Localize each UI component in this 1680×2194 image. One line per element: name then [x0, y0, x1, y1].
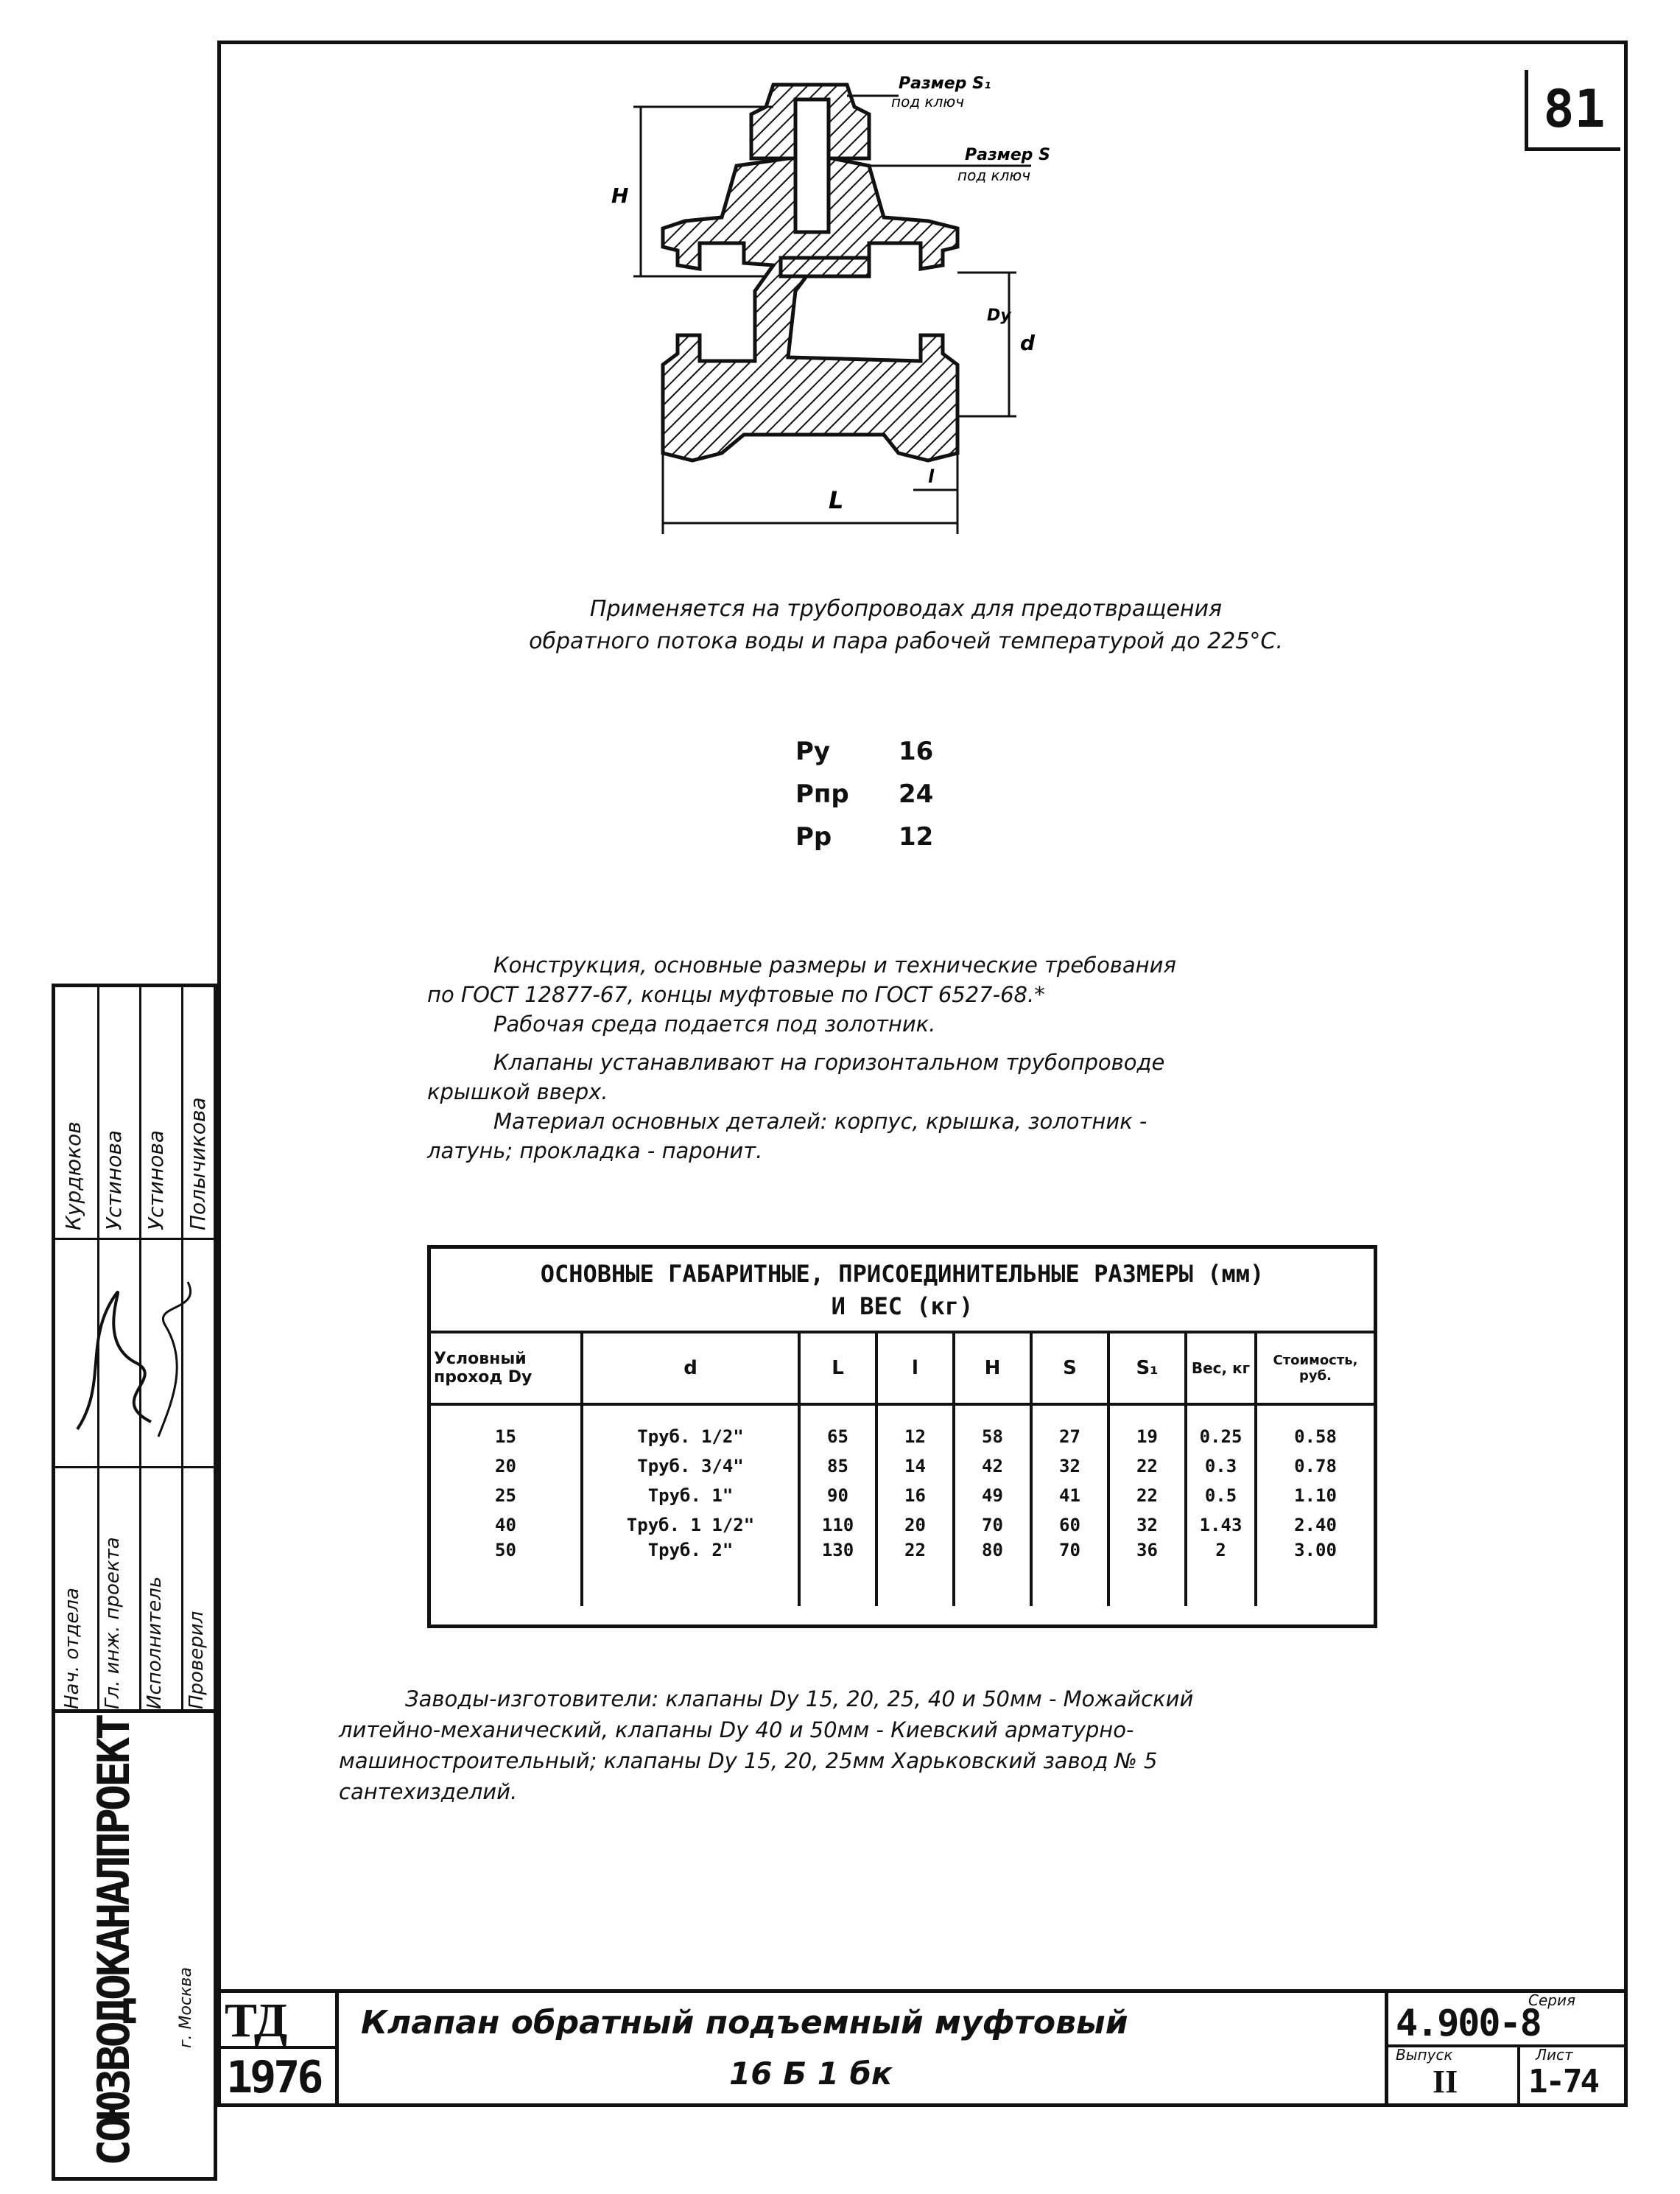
doc-code: ТД [225, 1994, 288, 2047]
table-header: Вес, кг [1186, 1333, 1256, 1404]
svg-text:под ключ: под ключ [891, 93, 965, 111]
svg-text:Размер S₁: Размер S₁ [899, 74, 991, 93]
role-label: Нач. отдела [61, 1588, 83, 1709]
table-title: ОСНОВНЫЕ ГАБАРИТНЫЕ, ПРИСОЕДИНИТЕЛЬНЫЕ РАЗМЕРЫ (мм) И ВЕС (кг) [431, 1249, 1374, 1333]
dim-h-label: H [611, 183, 629, 208]
dimensions-table [427, 1245, 1377, 1628]
param-row: Pу 16 [795, 737, 934, 766]
table-row: 15 Труб. 1/2" 65 12 58 27 19 0.25 0.58 [431, 1404, 1374, 1451]
table-header: L [799, 1333, 876, 1404]
svg-text:Размер S: Размер S [965, 146, 1050, 164]
organization-name: СОЮЗВОДОКАНАЛПРОЕКТ [88, 1716, 140, 2166]
series-value: 4.900-8 [1396, 2002, 1541, 2044]
role-label: Исполнитель [144, 1576, 166, 1709]
role-label: Гл. инж. проекта [102, 1537, 124, 1709]
pressure-params [795, 737, 933, 865]
issue-label: Выпуск [1396, 2046, 1453, 2064]
svg-text:d: d [1020, 331, 1036, 355]
role-label: Проверил [186, 1611, 208, 1709]
table-header: Условный проход Dу [431, 1333, 582, 1404]
param-row: Pр 12 [795, 822, 934, 852]
signatures [63, 1252, 210, 1451]
name-label: Устинова [144, 1129, 168, 1230]
table-row: 25 Труб. 1" 90 16 49 41 22 0.5 1.10 [431, 1481, 1374, 1510]
table-header-row [431, 1333, 1374, 1404]
approval-strip [52, 984, 217, 2181]
doc-year: 1976 [226, 2052, 321, 2103]
table-row: 40 Труб. 1 1/2" 110 20 70 60 32 1.43 2.40 [431, 1510, 1374, 1540]
param-row: Pпр 24 [795, 779, 934, 809]
svg-text:под ключ: под ключ [957, 167, 1031, 184]
svg-text:l: l [928, 466, 935, 487]
name-label: Полычикова [186, 1097, 210, 1230]
svg-text:Dу: Dу [987, 306, 1011, 325]
table-row: 20 Труб. 3/4" 85 14 42 32 22 0.3 0.78 [431, 1451, 1374, 1481]
document-subtitle: 16 Б 1 бк [729, 2055, 893, 2092]
table-header: S₁ [1108, 1333, 1186, 1404]
svg-text:L: L [829, 486, 844, 514]
purpose-text: Применяется на трубопроводах для предотвращения обратного потока воды и пара рабочей температурой до 225°С. [529, 596, 1283, 654]
series-label: Серия [1528, 1991, 1575, 2009]
table-header: Стоимость, руб. [1256, 1333, 1374, 1404]
sheet-number: 81 [1525, 70, 1620, 151]
title-block [217, 1989, 1628, 2107]
specification-text: Конструкция, основные размеры и технические требования по ГОСТ 12877-67, концы муфтовые по ГОСТ 6527-68.* Рабочая среда подается под золотник. Клапаны устанавливают на горизонтальном трубопроводе крышкой вверх. Материал основных деталей: корпус, крышка, золотник - латунь; прокладка - паронит. [427, 953, 1176, 1163]
manufacturers-text: Заводы-изготовители: клапаны Dу 15, 20, 25, 40 и 50мм - Можайский литейно-механический, клапаны Dу 40 и 50мм - Киевский арматурно- машиностроительный; клапаны Dу 15, 20, 25мм Харьковский завод № 5 сантехизделий. [339, 1686, 1194, 1804]
document-title: Клапан обратный подъемный муфтовый [361, 2004, 1128, 2041]
name-label: Курдюков [61, 1121, 85, 1230]
sheet-value: 1-74 [1528, 2063, 1598, 2100]
city-label: г. Москва [177, 1967, 195, 2048]
table-header: S [1031, 1333, 1108, 1404]
name-label: Устинова [102, 1129, 126, 1230]
table-header: H [954, 1333, 1031, 1404]
table-header: l [876, 1333, 954, 1404]
table-header: d [582, 1333, 799, 1404]
issue-value: II [1433, 2064, 1458, 2100]
sheet-label: Лист [1536, 2046, 1573, 2064]
table-row: 50 Труб. 2" 130 22 80 70 36 2 3.00 [431, 1540, 1374, 1606]
valve-section-drawing [574, 70, 1090, 542]
